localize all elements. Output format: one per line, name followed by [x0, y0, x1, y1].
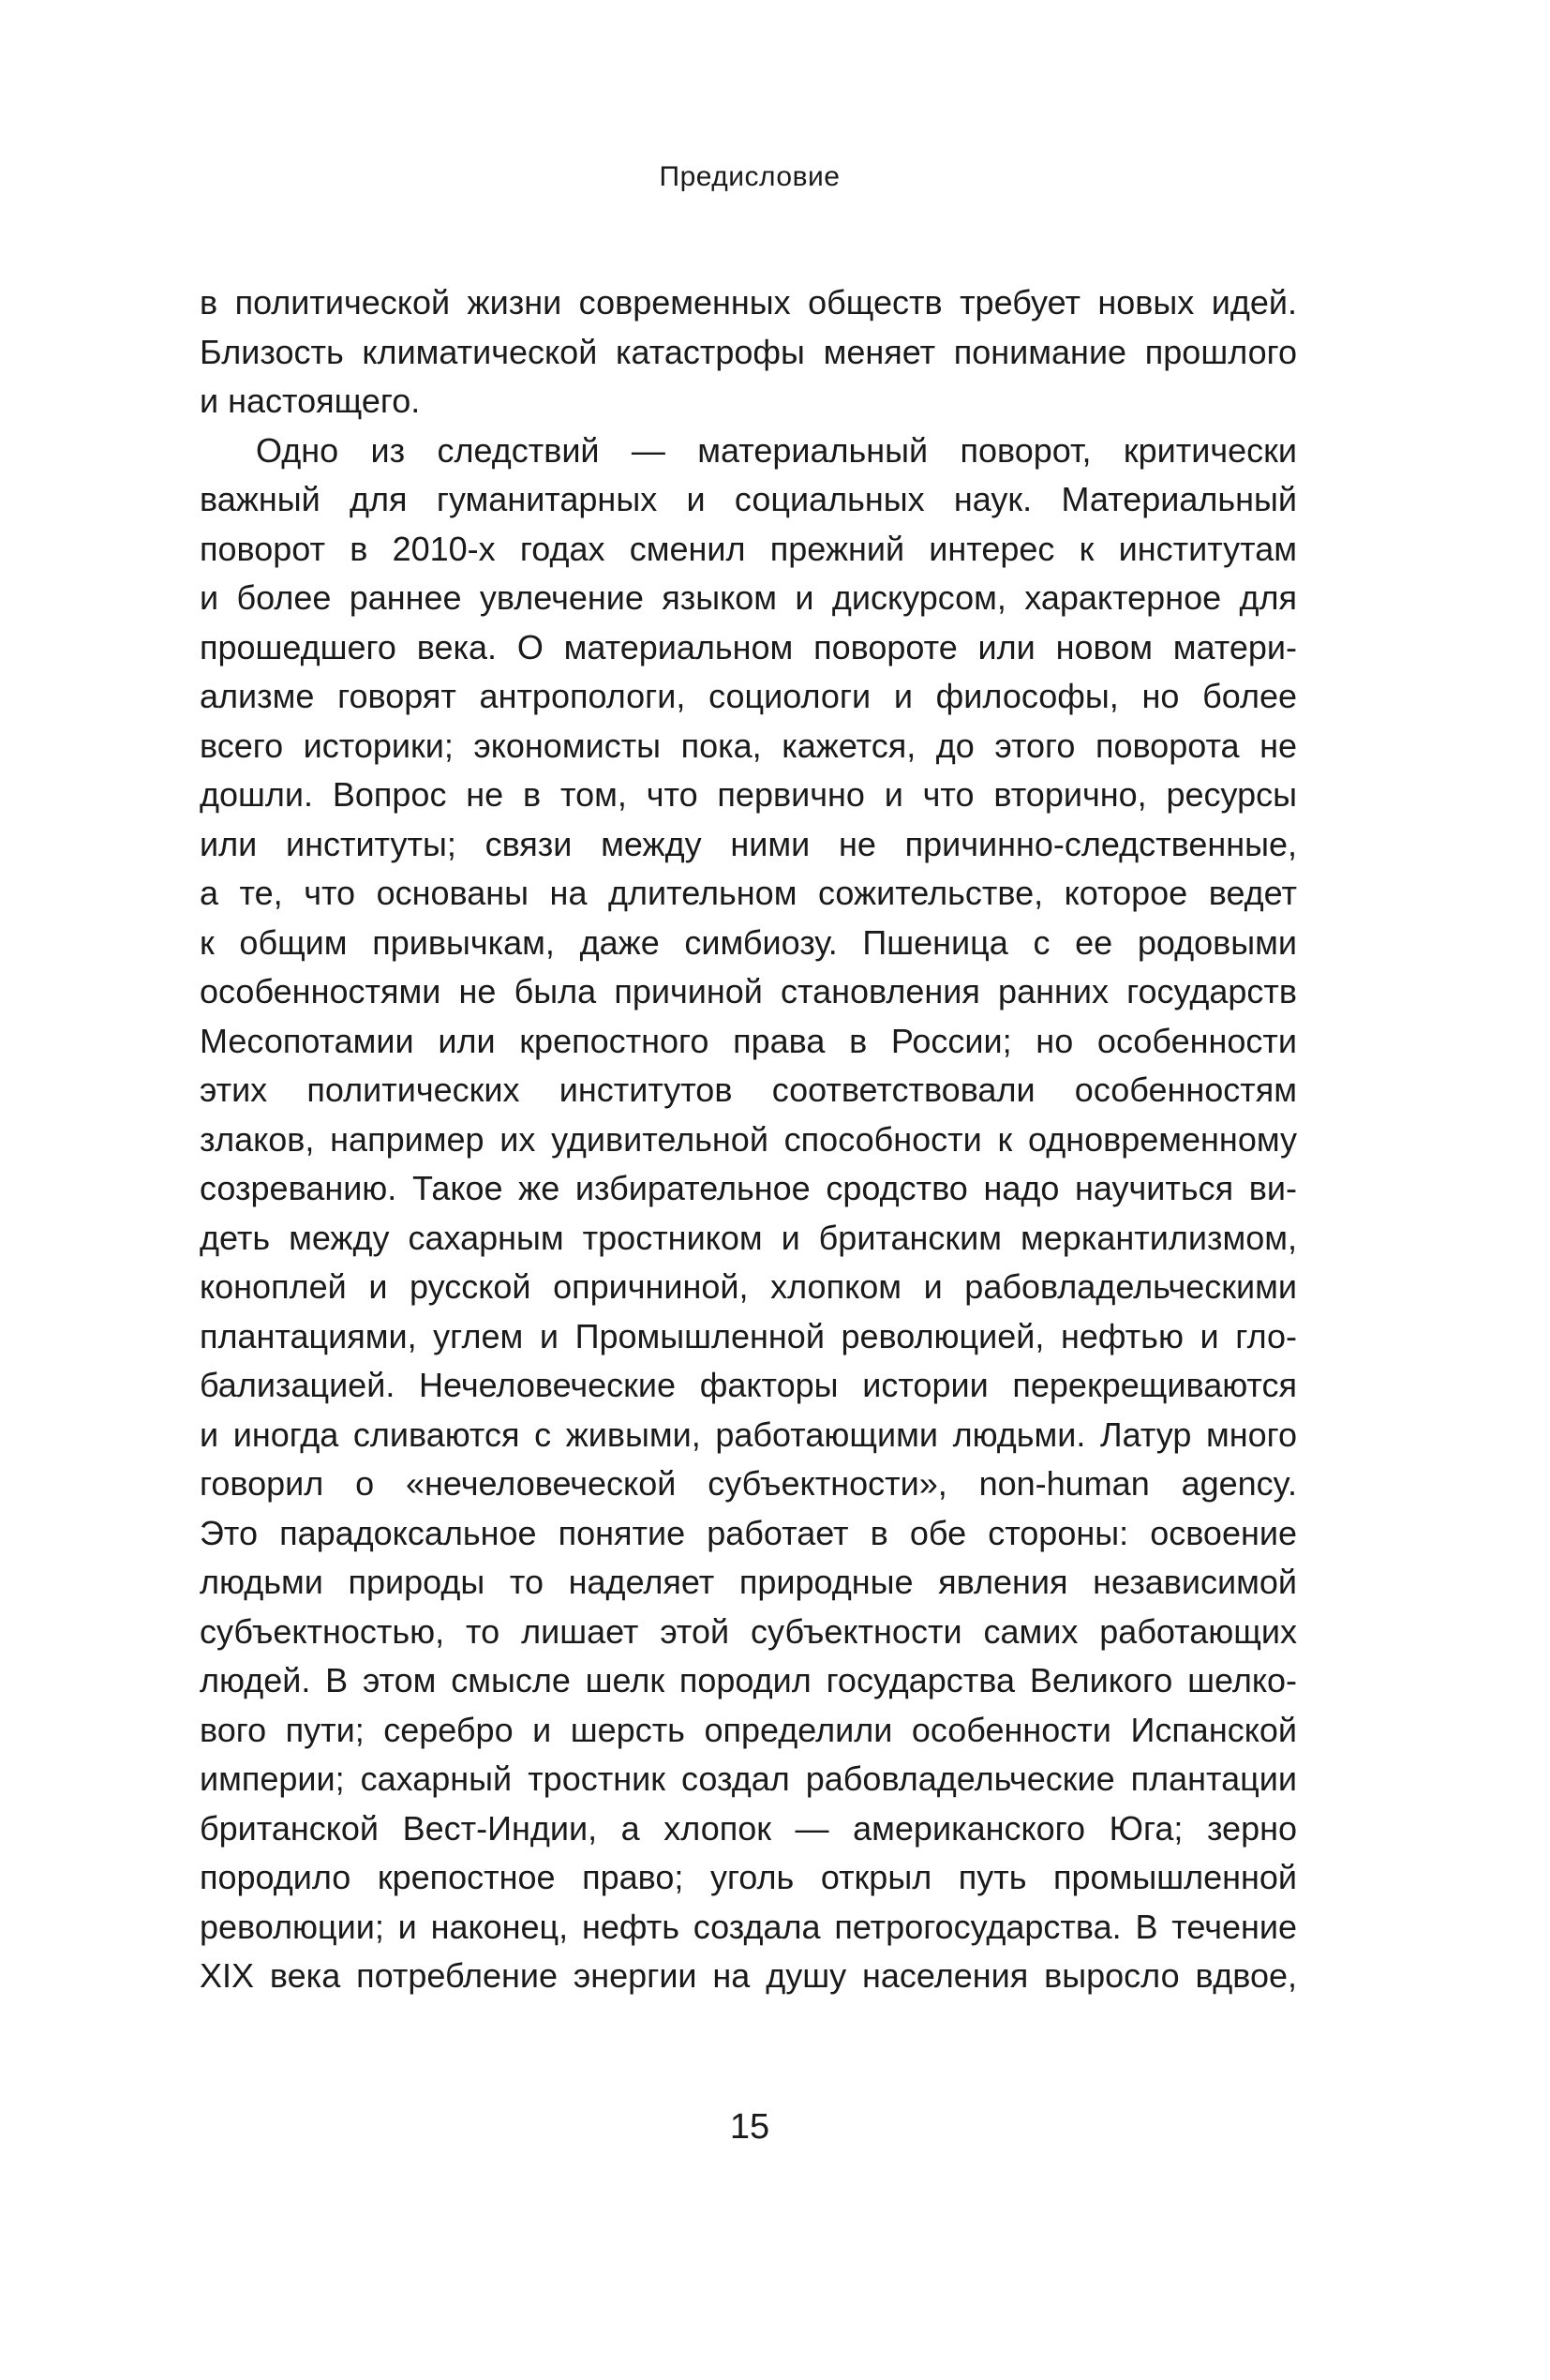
text-line: людей. В этом смысле шелк породил государства Великого шелко-	[200, 1661, 1297, 1699]
text-line: и более раннее увлечение языком и дискурсом, характерное для	[200, 578, 1297, 617]
text-line: а те, что основаны на длительном сожительстве, которое ведет	[200, 874, 1297, 912]
text-line: деть между сахарным тростником и британским меркантилизмом,	[200, 1218, 1297, 1257]
text-line: говорил о «нечеловеческой субъектности», non-human agency.	[200, 1464, 1297, 1503]
text-line: или институты; связи между ними не причинно-следственные,	[200, 824, 1297, 863]
text-line: и настоящего.	[200, 382, 421, 420]
text-line: Близость климатической катастрофы меняет понимание прошлого	[200, 332, 1297, 371]
body-text	[200, 278, 1297, 2001]
text-line: прошедшего века. О материальном повороте или новом матери-	[200, 627, 1297, 666]
text-line: людьми природы то наделяет природные явления независимой	[200, 1563, 1297, 1601]
text-line: империи; сахарный тростник создал рабовладельческие плантации	[200, 1759, 1297, 1798]
text-line: созреванию. Такое же избирательное сродство надо научиться ви-	[200, 1169, 1297, 1207]
text-line: злаков, например их удивительной способности к одновременному	[200, 1119, 1297, 1159]
running-head: Предисловие	[659, 161, 841, 192]
text-line: важный для гуманитарных и социальных наук. Материальный	[200, 480, 1297, 518]
page-number: 15	[729, 2107, 770, 2147]
text-line: породило крепостное право; уголь открыл путь промышленной	[200, 1858, 1297, 1896]
text-line: Месопотамии или крепостного права в России; но особенности	[200, 1021, 1297, 1060]
text-line: поворот в 2010-х годах сменил прежний интерес к институтам	[200, 529, 1297, 568]
text-line: этих политических институтов соответствовали особенностям	[200, 1070, 1297, 1109]
text-line: в политической жизни современных обществ требует новых идей.	[200, 283, 1297, 322]
text-line: бализацией. Нечеловеческие факторы истории перекрещиваются	[200, 1366, 1297, 1404]
text-line: дошли. Вопрос не в том, что первично и что вторично, ресурсы	[200, 775, 1297, 814]
text-line: XIX века потребление энергии на душу населения выросло вдвое,	[200, 1956, 1297, 1995]
text-line: вого пути; серебро и шерсть определили особенности Испанской	[200, 1710, 1297, 1749]
text-line: и иногда сливаются с живыми, работающими людьми. Латур много	[200, 1415, 1297, 1454]
text-line: всего историки; экономисты пока, кажется, до этого поворота не	[200, 726, 1297, 765]
text-line: субъектностью, то лишает этой субъектности самих работающих	[200, 1611, 1297, 1651]
text-line: ализме говорят антропологи, социологи и философы, но более	[200, 677, 1297, 715]
text-line: Одно из следствий — материальный поворот, критически	[256, 430, 1297, 470]
text-line: Это парадоксальное понятие работает в обе стороны: освоение	[200, 1513, 1297, 1552]
text-line: революции; и наконец, нефть создала петрогосударства. В течение	[200, 1907, 1297, 1946]
text-line: британской Вест-Индии, а хлопок — американского Юга; зерно	[200, 1808, 1297, 1848]
text-line: особенностями не была причиной становления ранних государств	[200, 972, 1297, 1010]
text-line: к общим привычкам, даже симбиозу. Пшеница с ее родовыми	[200, 922, 1297, 962]
text-line: коноплей и русской опричниной, хлопком и рабовладельческими	[200, 1267, 1297, 1306]
text-line: плантациями, углем и Промышленной революцией, нефтью и гло-	[200, 1316, 1297, 1355]
